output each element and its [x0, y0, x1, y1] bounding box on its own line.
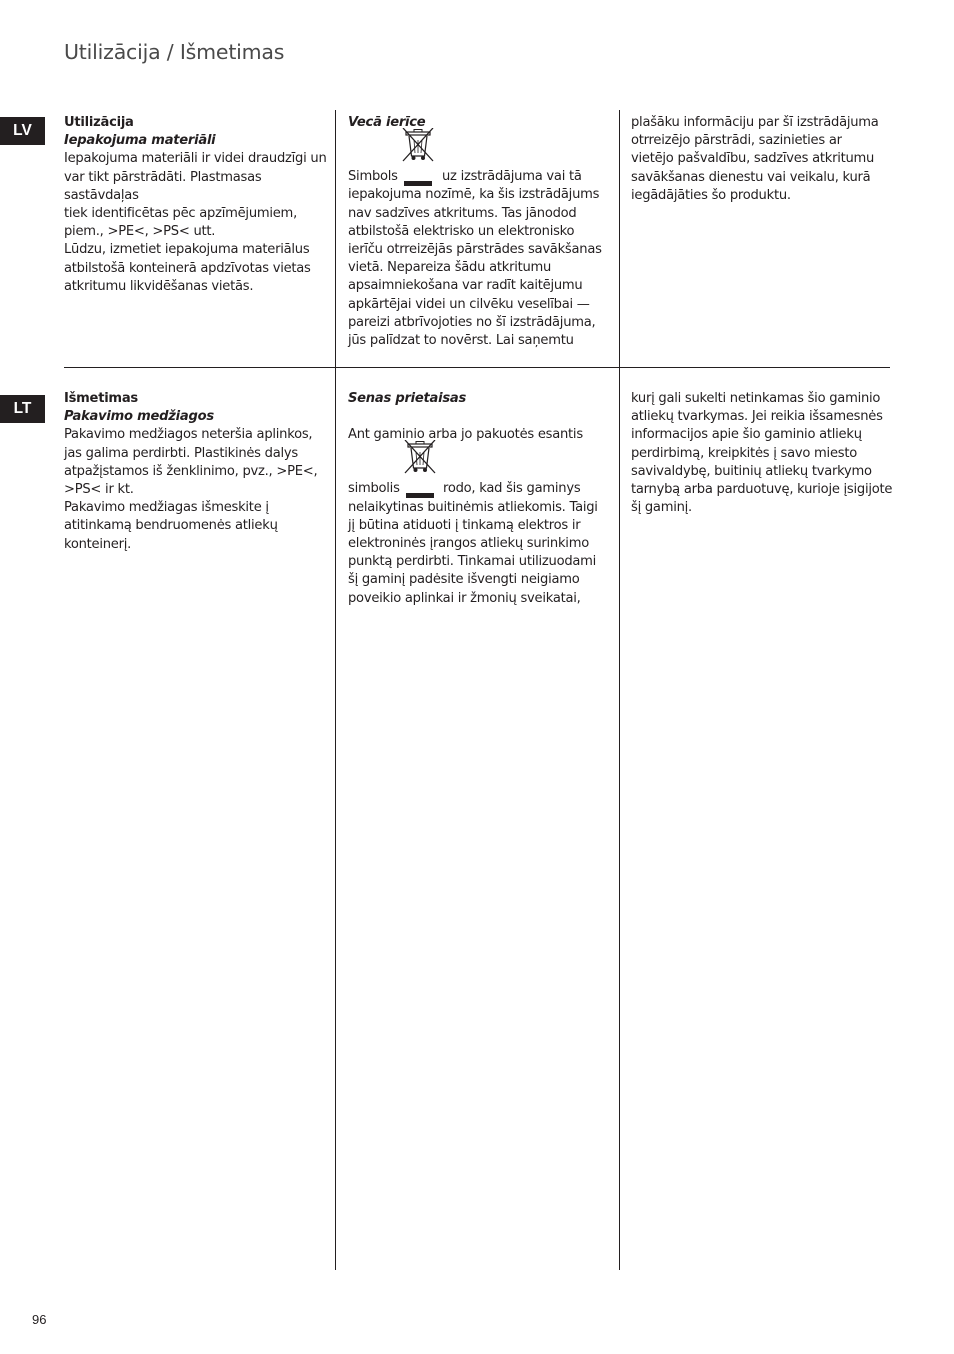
lv-old-device-heading: Vecā ierīce [348, 115, 426, 130]
lv-col2-line7: apkārtējai videi un cilvēku veselībai — [348, 296, 590, 312]
lang-tab-lv: LV [0, 117, 45, 145]
lt-col2-line5: šį gaminį padėsite išvengti neigiamo [348, 572, 580, 588]
lt-heading: Išmetimas [64, 391, 138, 406]
lv-p1-line1: Iepakojuma materiāli ir videi draudzīgi un [64, 151, 327, 167]
lt-p1-line2: jas galima perdirbti. Plastikinės dalys [64, 445, 298, 461]
lt-col3-line3: informacijos apie šio gaminio atliekų [631, 427, 862, 443]
lv-col3 [631, 114, 893, 205]
lt-symbol-line [348, 480, 610, 498]
section-divider [64, 367, 890, 368]
lt-p1-line1: Pakavimo medžiagos neteršia aplinkos, [64, 427, 313, 443]
lang-tab-lt: LT [0, 395, 45, 423]
lt-col2-line4: punktą perdirbti. Tinkamai utilizuodami [348, 554, 597, 570]
lt-col2-line2: jį būtina atiduoti į tinkamą elektros ir [348, 517, 581, 533]
lt-symbol-before: simbolis [348, 481, 400, 497]
column-divider-2 [619, 110, 620, 1270]
lv-p2-line3: atkritumu likvidēšanas vietās. [64, 278, 254, 294]
lt-col2-line3: elektroninės įrangos atliekų surinkimo [348, 536, 589, 551]
lv-col2-line4: ierīču otrreizējās pārstrādes savākšanas [348, 242, 602, 257]
lv-col2-line5: vietā. Nepareiza šādu atkritumu [348, 260, 552, 276]
lt-col2 [348, 390, 610, 608]
lv-col1 [64, 114, 329, 296]
lt-col3-line1: kurį gali sukelti netinkamas šio gaminio [631, 391, 881, 406]
column-divider-1 [335, 110, 336, 1270]
weee-bin-icon [404, 440, 436, 506]
lv-col3-line4: savākšanas dienestu vai veikalu, kurā [631, 169, 871, 185]
lv-p1-line3: tiek identificētas pēc apzīmējumiem, [64, 206, 297, 222]
lv-col3-line5: iegādājāties šo produktu. [631, 187, 791, 203]
lt-col1 [64, 390, 329, 554]
page-title: Utilizācija / Išmetimas [64, 40, 285, 64]
lt-p1-line3: atpažįstamos iš ženklinimo, pvz., >PE<, [64, 463, 318, 479]
lt-p2-line3: konteinerį. [64, 536, 132, 552]
lt-col3-line2: atliekų tvarkymas. Jei reikia išsamesnės [631, 409, 883, 425]
lv-p2-line2: atbilstošā konteinerā apdzīvotas vietas [64, 260, 311, 276]
lv-p2-line1: Lūdzu, izmetiet iepakojuma materiālus [64, 242, 310, 258]
lt-col3-line4: perdirbimą, kreipkitės į savo miesto [631, 445, 857, 461]
lv-col2-line1: iepakojuma nozīmē, ka šis izstrādājums [348, 187, 600, 203]
lv-col2-line8: pareizi atbrīvojoties no šī izstrādājuma, [348, 314, 596, 330]
page-number: 96 [32, 1312, 47, 1327]
lt-icon-spacer [348, 444, 610, 480]
lv-col2 [348, 114, 610, 350]
lt-p1-line4: >PS< ir kt. [64, 482, 134, 498]
lt-p2-line1: Pakavimo medžiagas išmeskite į [64, 500, 269, 516]
lv-subheading: Iepakojuma materiāli [64, 133, 216, 149]
weee-bin-icon [402, 128, 434, 194]
lv-icon-spacer [348, 132, 610, 168]
lt-col3 [631, 390, 893, 517]
lt-old-device-heading: Senas prietaisas [348, 391, 467, 406]
lv-col2-line6: apsaimniekošana var radīt kaitējumu [348, 278, 583, 294]
lt-intro-line: Ant gaminio arba jo pakuotės esantis [348, 427, 583, 443]
lt-col3-line7: šį gaminį. [631, 500, 692, 516]
lv-heading: Utilizācija [64, 115, 134, 130]
lv-p1-line4: piem., >PE<, >PS< utt. [64, 224, 216, 240]
lv-col2-line9: jūs palīdzat to novērst. Lai saņemtu [348, 333, 574, 349]
lt-subheading: Pakavimo medžiagos [64, 409, 214, 425]
lv-col3-line1: plašāku informāciju par šī izstrādājuma [631, 115, 879, 130]
lt-col2-line6: poveikio aplinkai ir žmonių sveikatai, [348, 590, 581, 606]
lt-p2-line2: atitinkamą bendruomenės atliekų [64, 518, 278, 534]
lt-col2-line1: nelaikytinas buitinėmis atliekomis. Taigi [348, 499, 598, 515]
lv-symbol-before: Simbols [348, 169, 398, 185]
lv-col3-line3: vietējo pašvaldību, sadzīves atkritumu [631, 151, 875, 167]
lv-p1-line2: var tikt pārstrādāti. Plastmasas sastāvdaļas [64, 169, 262, 203]
lv-symbol-line [348, 168, 610, 186]
lt-symbol-after: rodo, kad šis gaminys [443, 481, 581, 497]
lv-symbol-after: uz izstrādājuma vai tā [442, 169, 582, 185]
lt-col3-line5: savivaldybę, buitinių atliekų tvarkymo [631, 463, 872, 479]
lt-col3-line6: tarnybą arba parduotuvę, kurioje įsigijote [631, 482, 893, 498]
lv-col2-line2: nav sadzīves atkritums. Tas jānodod [348, 205, 577, 221]
lv-col2-line3: atbilstošā elektrisko un elektronisko [348, 223, 575, 239]
lv-col3-line2: otrreizējo pārstrādi, sazinieties ar [631, 133, 842, 149]
